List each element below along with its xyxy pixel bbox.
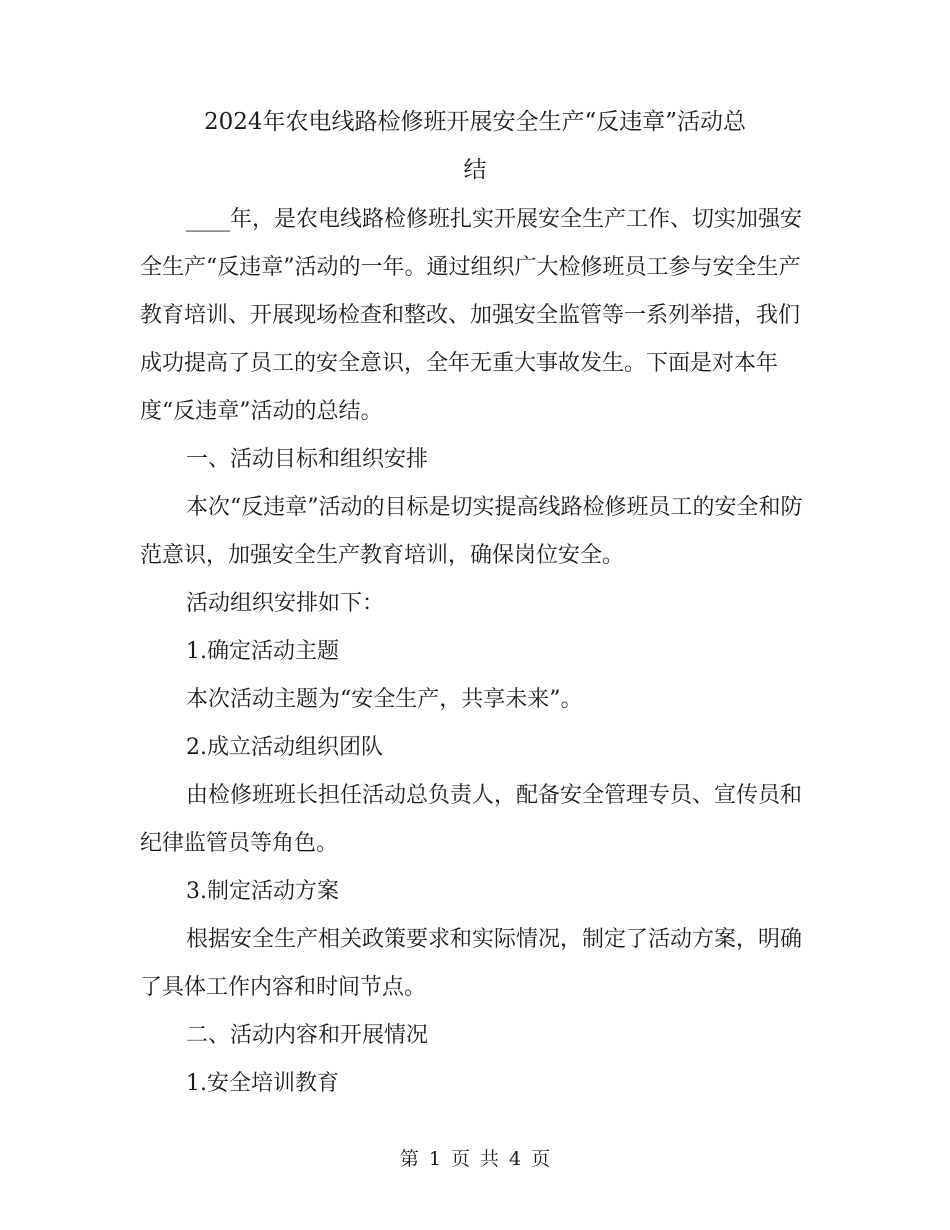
- paragraph-arrangement: 活动组织安排如下：: [186, 591, 385, 616]
- subheading-training: 1.安全培训教育: [186, 1071, 339, 1096]
- section-heading-1: 一、活动目标和组织安排: [186, 447, 429, 472]
- paragraph-goal: 本次“反违章”活动的目标是切实提高线路检修班员工的安全和防范意识，加强安全生产教育培训，确保岗位安全。: [140, 495, 803, 568]
- subheading-plan: 3.制定活动方案: [186, 879, 339, 904]
- subheading-team: 2.成立活动组织团队: [186, 735, 383, 760]
- document-body: [140, 196, 810, 1108]
- paragraph-plan: 根据安全生产相关政策要求和实际情况，制定了活动方案，明确了具体工作内容和时间节点。: [140, 927, 803, 1000]
- paragraph-intro: ____年，是农电线路检修班扎实开展安全生产工作、切实加强安全生产“反违章”活动的一年。通过组织广大检修班员工参与安全生产教育培训、开展现场检查和整改、加强安全监管等一系列举措，我们成功提高了员工的安全意识，全年无重大事故发生。下面是对本年度“反违章”活动的总结。: [140, 207, 803, 424]
- document-title: [140, 98, 810, 194]
- paragraph-theme: 本次活动主题为“安全生产，共享未来”。: [186, 687, 583, 712]
- title-line-2: 结: [463, 157, 487, 183]
- section-heading-2: 二、活动内容和开展情况: [186, 1023, 429, 1048]
- title-line-1: 2024年农电线路检修班开展安全生产“反违章”活动总: [203, 109, 747, 135]
- page-footer: 第 1 页 共 4 页: [399, 1148, 551, 1170]
- subheading-theme: 1.确定活动主题: [186, 639, 339, 664]
- paragraph-team: 由检修班班长担任活动总负责人，配备安全管理专员、宣传员和纪律监管员等角色。: [140, 783, 803, 856]
